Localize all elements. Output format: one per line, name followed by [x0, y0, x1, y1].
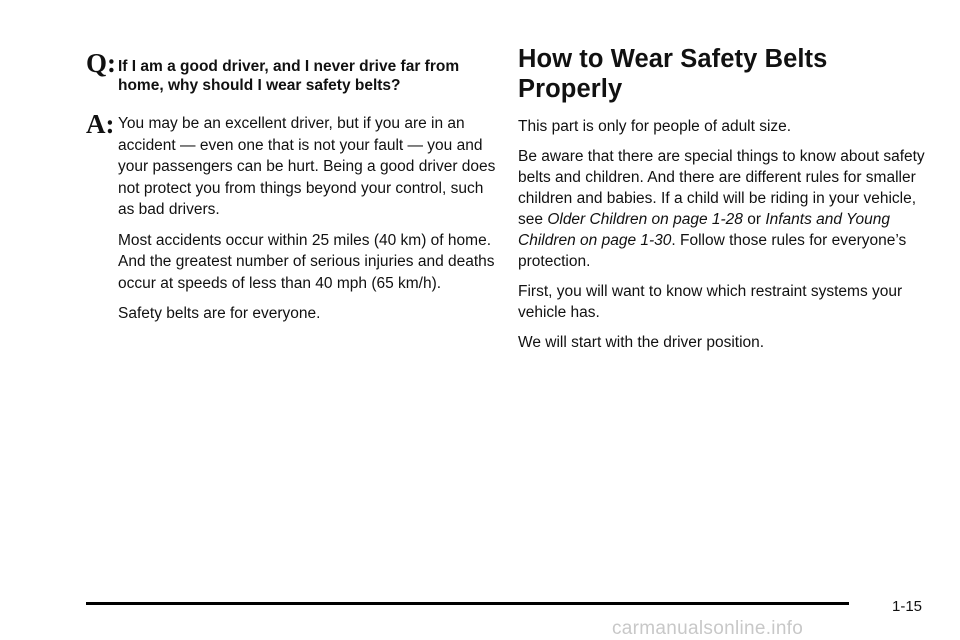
question-block — [86, 50, 496, 95]
question-mark: Q: — [86, 48, 116, 78]
page-number: 1-15 — [892, 598, 923, 615]
answer-mark: A: — [86, 109, 115, 139]
cross-reference-link[interactable]: Infants and Young Children on page 1-30 — [518, 211, 891, 249]
answer-paragraph: You may be an excellent driver, but if you are in an accident — even one that is not your fault — you and your passengers can be hurt. Being a good driver does not protect you from things beyond your control, such as bad drivers. — [118, 115, 496, 218]
section-paragraph-children — [518, 146, 938, 272]
paragraph-text: or — [742, 211, 766, 228]
answer-paragraph: Most accidents occur within 25 miles (40 km) of home. And the greatest number of serious injuries and deaths occur at speeds of less than 40 mph (65 km/h). — [118, 231, 495, 292]
qa-column — [86, 50, 496, 334]
watermark: carmanualsonline.info — [612, 618, 804, 639]
answer-paragraph: Safety belts are for everyone. — [118, 305, 321, 322]
paragraph-text: Be aware that there are special things to know about safety belts and children. And there are different rules for smaller children and babies. If a child will be riding in your vehicle, see — [518, 148, 925, 228]
section-column — [518, 44, 938, 362]
section-paragraph: This part is only for people of adult size. — [518, 118, 792, 135]
footer-rule — [86, 602, 849, 605]
cross-reference-link[interactable]: Older Children on page 1-28 — [547, 211, 743, 228]
section-paragraph: First, you will want to know which restraint systems your vehicle has. — [518, 283, 903, 321]
paragraph-text: . Follow those rules for everyone’s protection. — [518, 232, 907, 270]
question-text: If I am a good driver, and I never drive far from home, why should I wear safety belts? — [118, 58, 460, 94]
answer-body — [118, 109, 496, 325]
section-title: How to Wear Safety Belts Properly — [518, 45, 828, 103]
section-paragraph: We will start with the driver position. — [518, 334, 765, 351]
answer-block — [86, 109, 496, 325]
